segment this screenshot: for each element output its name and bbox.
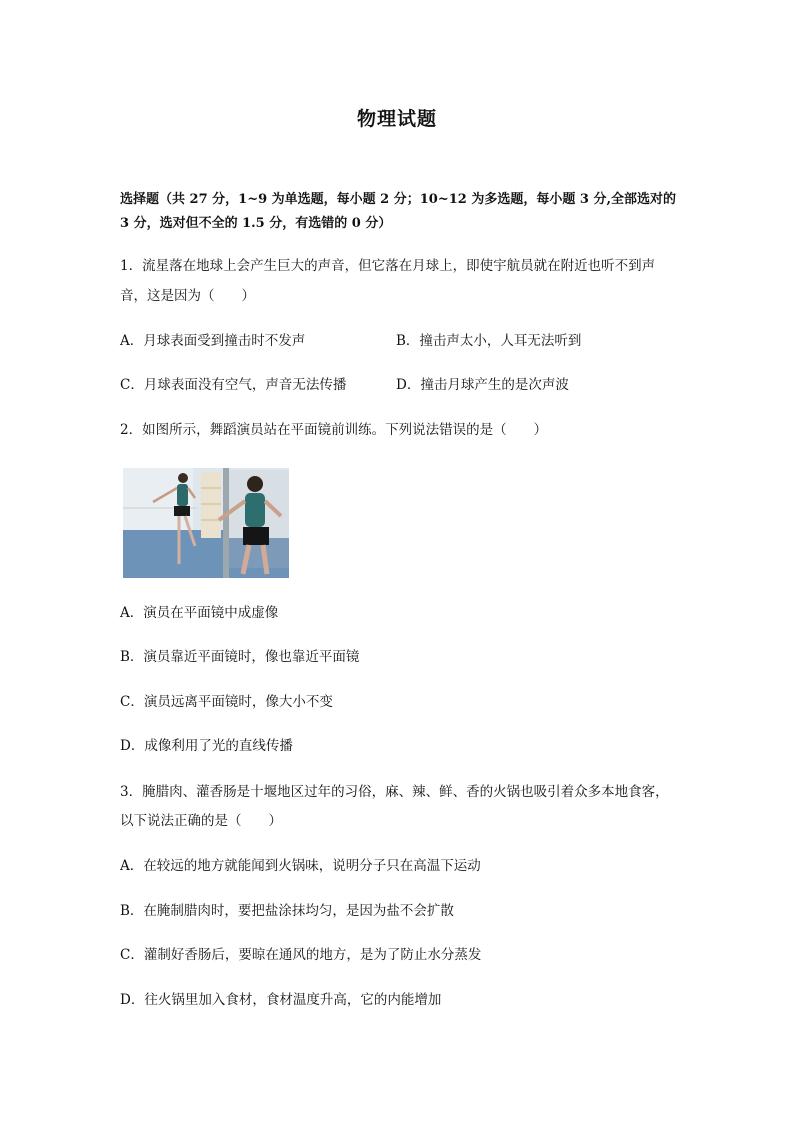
question-1-option-a: A．月球表面受到撞击时不发声 <box>120 333 306 349</box>
question-1-stem-line-2: 音，这是因为（ ） <box>120 288 255 304</box>
page-title: 物理试题 <box>356 108 437 130</box>
question-3-stem-line-2: 以下说法正确的是（ ） <box>120 813 282 829</box>
question-3-stem-line-1: 3．腌腊肉、灌香肠是十堰地区过年的习俗，麻、辣、鲜、香的火锅也吸引着众多本地食客， <box>120 784 669 800</box>
section-header-line-1: 选择题（共 27 分，1~9 为单选题，每小题 2 分；10~12 为多选题，每小题 3 分,全部选对的 <box>120 192 676 207</box>
question-2-option-d: D．成像利用了光的直线传播 <box>120 738 293 754</box>
question-2-option-a: A．演员在平面镜中成虚像 <box>120 605 279 621</box>
question-3-option-c: C．灌制好香肠后，要晾在通风的地方，是为了防止水分蒸发 <box>120 947 482 963</box>
question-3-option-b: B．在腌制腊肉时，要把盐涂抹均匀，是因为盐不会扩散 <box>120 903 454 919</box>
question-3-option-d: D．往火锅里加入食材，食材温度升高，它的内能增加 <box>120 992 442 1008</box>
question-1-stem-line-1: 1．流星落在地球上会产生巨大的声音，但它落在月球上，即使宇航员就在附近也听不到声 <box>120 258 656 274</box>
question-2-option-b: B．演员靠近平面镜时，像也靠近平面镜 <box>120 649 360 665</box>
section-header-line-2: 3 分，选对但不全的 1.5 分，有选错的 0 分） <box>120 216 392 231</box>
question-2-option-c: C．演员远离平面镜时，像大小不变 <box>120 694 333 710</box>
question-2-stem: 2．如图所示，舞蹈演员站在平面镜前训练。下列说法错误的是（ ） <box>120 422 548 438</box>
question-1-option-c: C．月球表面没有空气，声音无法传播 <box>120 377 347 393</box>
question-3-option-a: A．在较远的地方就能闻到火锅味，说明分子只在高温下运动 <box>120 858 481 874</box>
question-1-option-b: B．撞击声太小，人耳无法听到 <box>396 333 582 349</box>
dancer-mirror-photo <box>123 468 289 578</box>
question-1-option-d: D．撞击月球产生的是次声波 <box>396 377 569 393</box>
